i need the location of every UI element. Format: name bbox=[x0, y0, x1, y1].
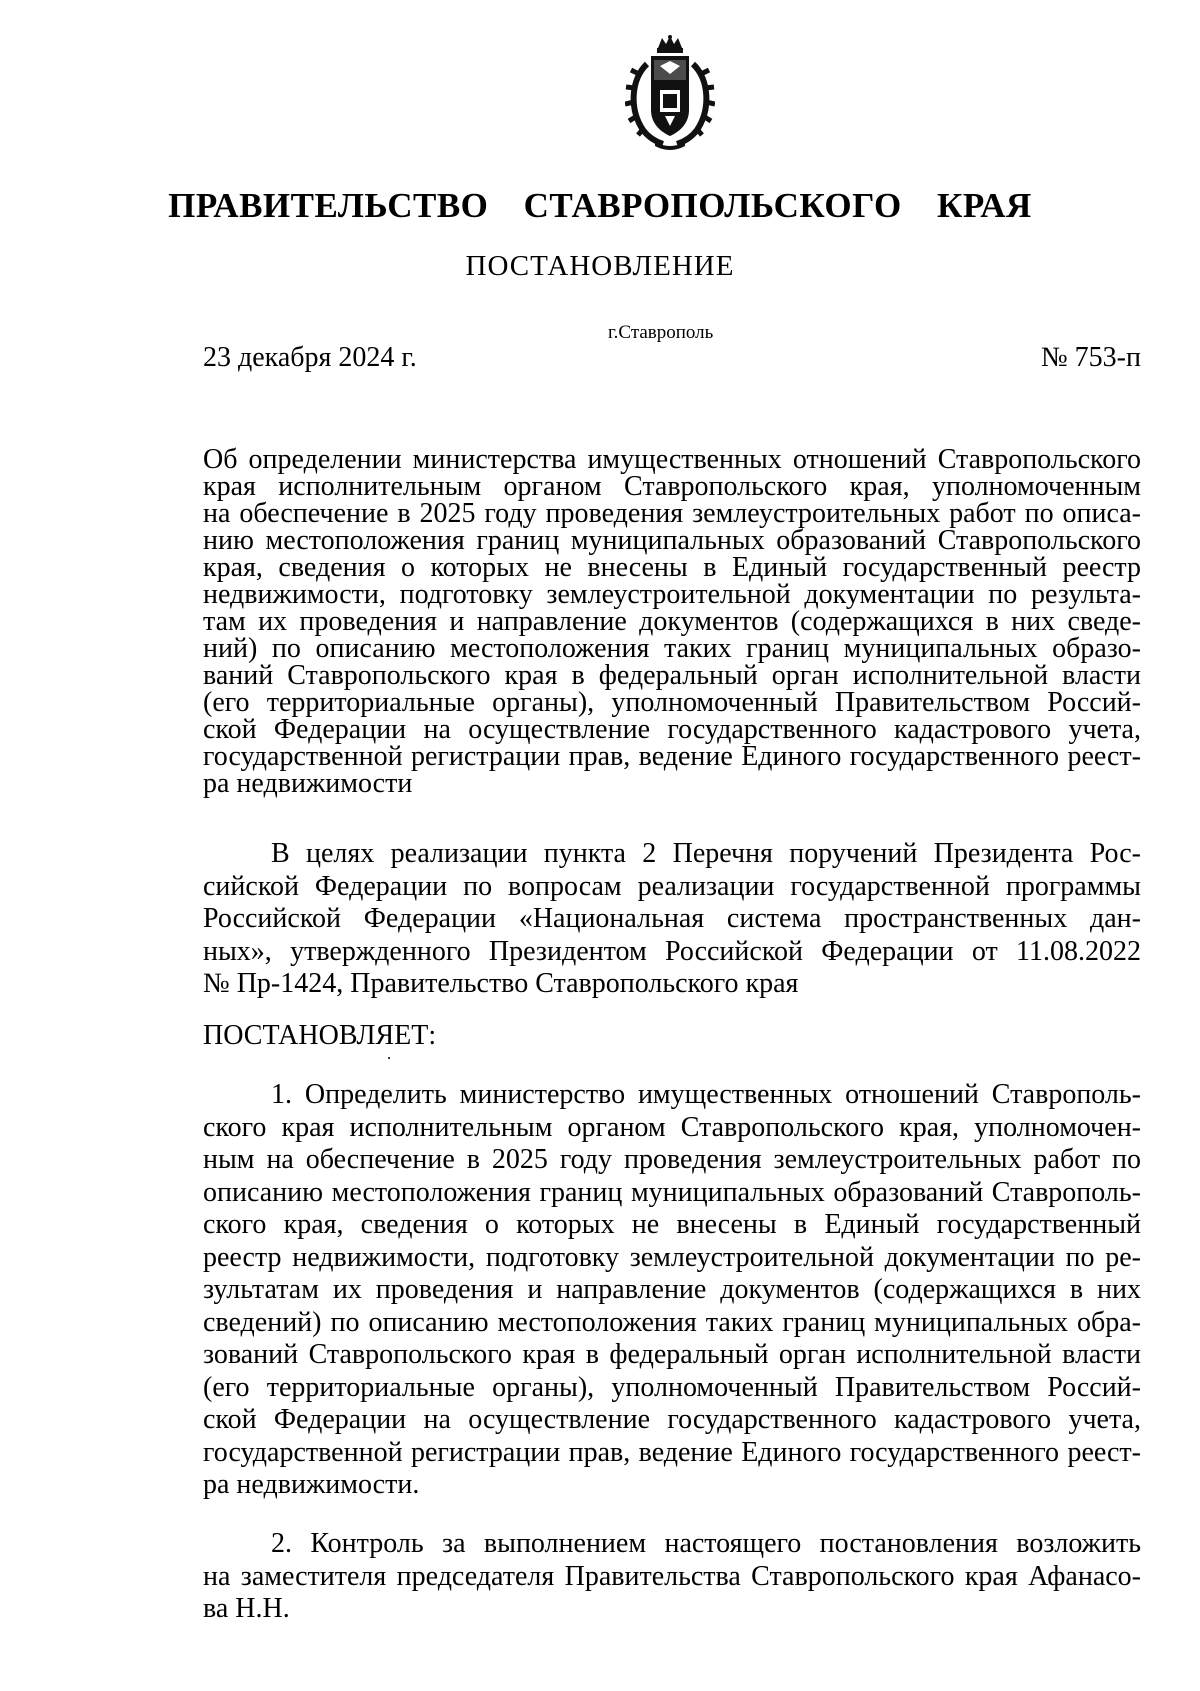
preamble-line: ных», утвержденного Президентом Российской Федерации от 11.08.2022 bbox=[203, 935, 1141, 967]
title-line: на обеспечение в 2025 году проведения землеустроительных работ по описа- bbox=[203, 498, 1141, 529]
decree-heading: ПОСТАНОВЛЯЕТ: bbox=[203, 1020, 437, 1051]
item-1-line: зований Ставропольского края в федеральный орган исполнительной власти bbox=[203, 1339, 1141, 1370]
document-city: г.Ставрополь bbox=[608, 322, 714, 343]
organization-title: ПРАВИТЕЛЬСТВО СТАВРОПОЛЬСКОГО КРАЯ bbox=[168, 186, 1032, 225]
preamble-line: № Пр-1424, Правительство Ставропольского края bbox=[203, 968, 799, 999]
document-number: № 753-п bbox=[1040, 342, 1141, 373]
title-line: нию местоположения границ муниципальных образований Ставропольского bbox=[203, 525, 1141, 556]
item-1-line: сведений) по описанию местоположения таких границ муниципальных обра- bbox=[203, 1306, 1141, 1338]
item-1-line: государственной регистрации прав, ведение Единого государственного реест- bbox=[203, 1436, 1141, 1468]
item-2-line: на заместителя председателя Правительства Ставропольского края Афанасо- bbox=[203, 1560, 1141, 1592]
item-1-line: ского края, сведения о которых не внесены в Единый государственный bbox=[203, 1209, 1141, 1240]
preamble-line: В целях реализации пункта 2 Перечня поручений Президента Рос- bbox=[271, 838, 1141, 869]
preamble-line: сийской Федерации по вопросам реализации государственной программы bbox=[203, 870, 1141, 902]
item-1-line: реестр недвижимости, подготовку землеустроительной документации по ре- bbox=[203, 1241, 1141, 1273]
document-title bbox=[203, 446, 1141, 797]
item-1-paragraph bbox=[203, 1079, 1141, 1502]
title-line: ра недвижимости bbox=[203, 768, 413, 799]
preamble-paragraph bbox=[203, 838, 1141, 1001]
scan-speck bbox=[388, 1057, 390, 1059]
coat-of-arms-emblem bbox=[625, 34, 715, 152]
title-line: ний) по описанию местоположения таких границ муниципальных образо- bbox=[203, 633, 1141, 664]
item-1-line: ра недвижимости. bbox=[203, 1469, 420, 1500]
item-1-line: описанию местоположения границ муниципальных образований Ставрополь- bbox=[203, 1176, 1141, 1208]
title-line: недвижимости, подготовку землеустроительной документации по результа- bbox=[203, 579, 1141, 610]
item-1-line: зультатам их проведения и направление документов (содержащихся в них bbox=[203, 1274, 1141, 1305]
item-1-line: ской Федерации на осуществление государственного кадастрового учета, bbox=[203, 1404, 1141, 1435]
title-line: ваний Ставропольского края в федеральный орган исполнительной власти bbox=[203, 660, 1141, 691]
document-date: 23 декабря 2024 г. bbox=[203, 342, 417, 373]
item-2-paragraph bbox=[203, 1528, 1141, 1626]
title-line: государственной регистрации прав, ведение Единого государственного реест- bbox=[203, 741, 1141, 772]
document-type: ПОСТАНОВЛЕНИЕ bbox=[465, 250, 735, 282]
title-line: края исполнительным органом Ставропольского края, уполномоченным bbox=[203, 471, 1141, 502]
title-line: края, сведения о которых не внесены в Единый государственный реестр bbox=[203, 552, 1141, 583]
preamble-line: Российской Федерации «Национальная система пространственных дан- bbox=[203, 903, 1141, 934]
item-1-line: ным на обеспечение в 2025 году проведения землеустроительных работ по bbox=[203, 1144, 1141, 1175]
item-2-line: 2. Контроль за выполнением настоящего постановления возложить bbox=[271, 1528, 1141, 1559]
item-2-line: ва Н.Н. bbox=[203, 1593, 290, 1624]
item-1-line: 1. Определить министерство имущественных отношений Ставрополь- bbox=[271, 1079, 1141, 1110]
title-line: (его территориальные органы), уполномоченный Правительством Россий- bbox=[203, 687, 1141, 718]
title-line: Об определении министерства имущественных отношений Ставропольского bbox=[203, 444, 1141, 475]
item-1-line: (его территориальные органы), уполномоченный Правительством Россий- bbox=[203, 1371, 1141, 1403]
title-line: ской Федерации на осуществление государственного кадастрового учета, bbox=[203, 714, 1141, 745]
title-line: там их проведения и направление документов (содержащихся в них сведе- bbox=[203, 606, 1141, 637]
item-1-line: ского края исполнительным органом Ставропольского края, уполномочен- bbox=[203, 1111, 1141, 1143]
